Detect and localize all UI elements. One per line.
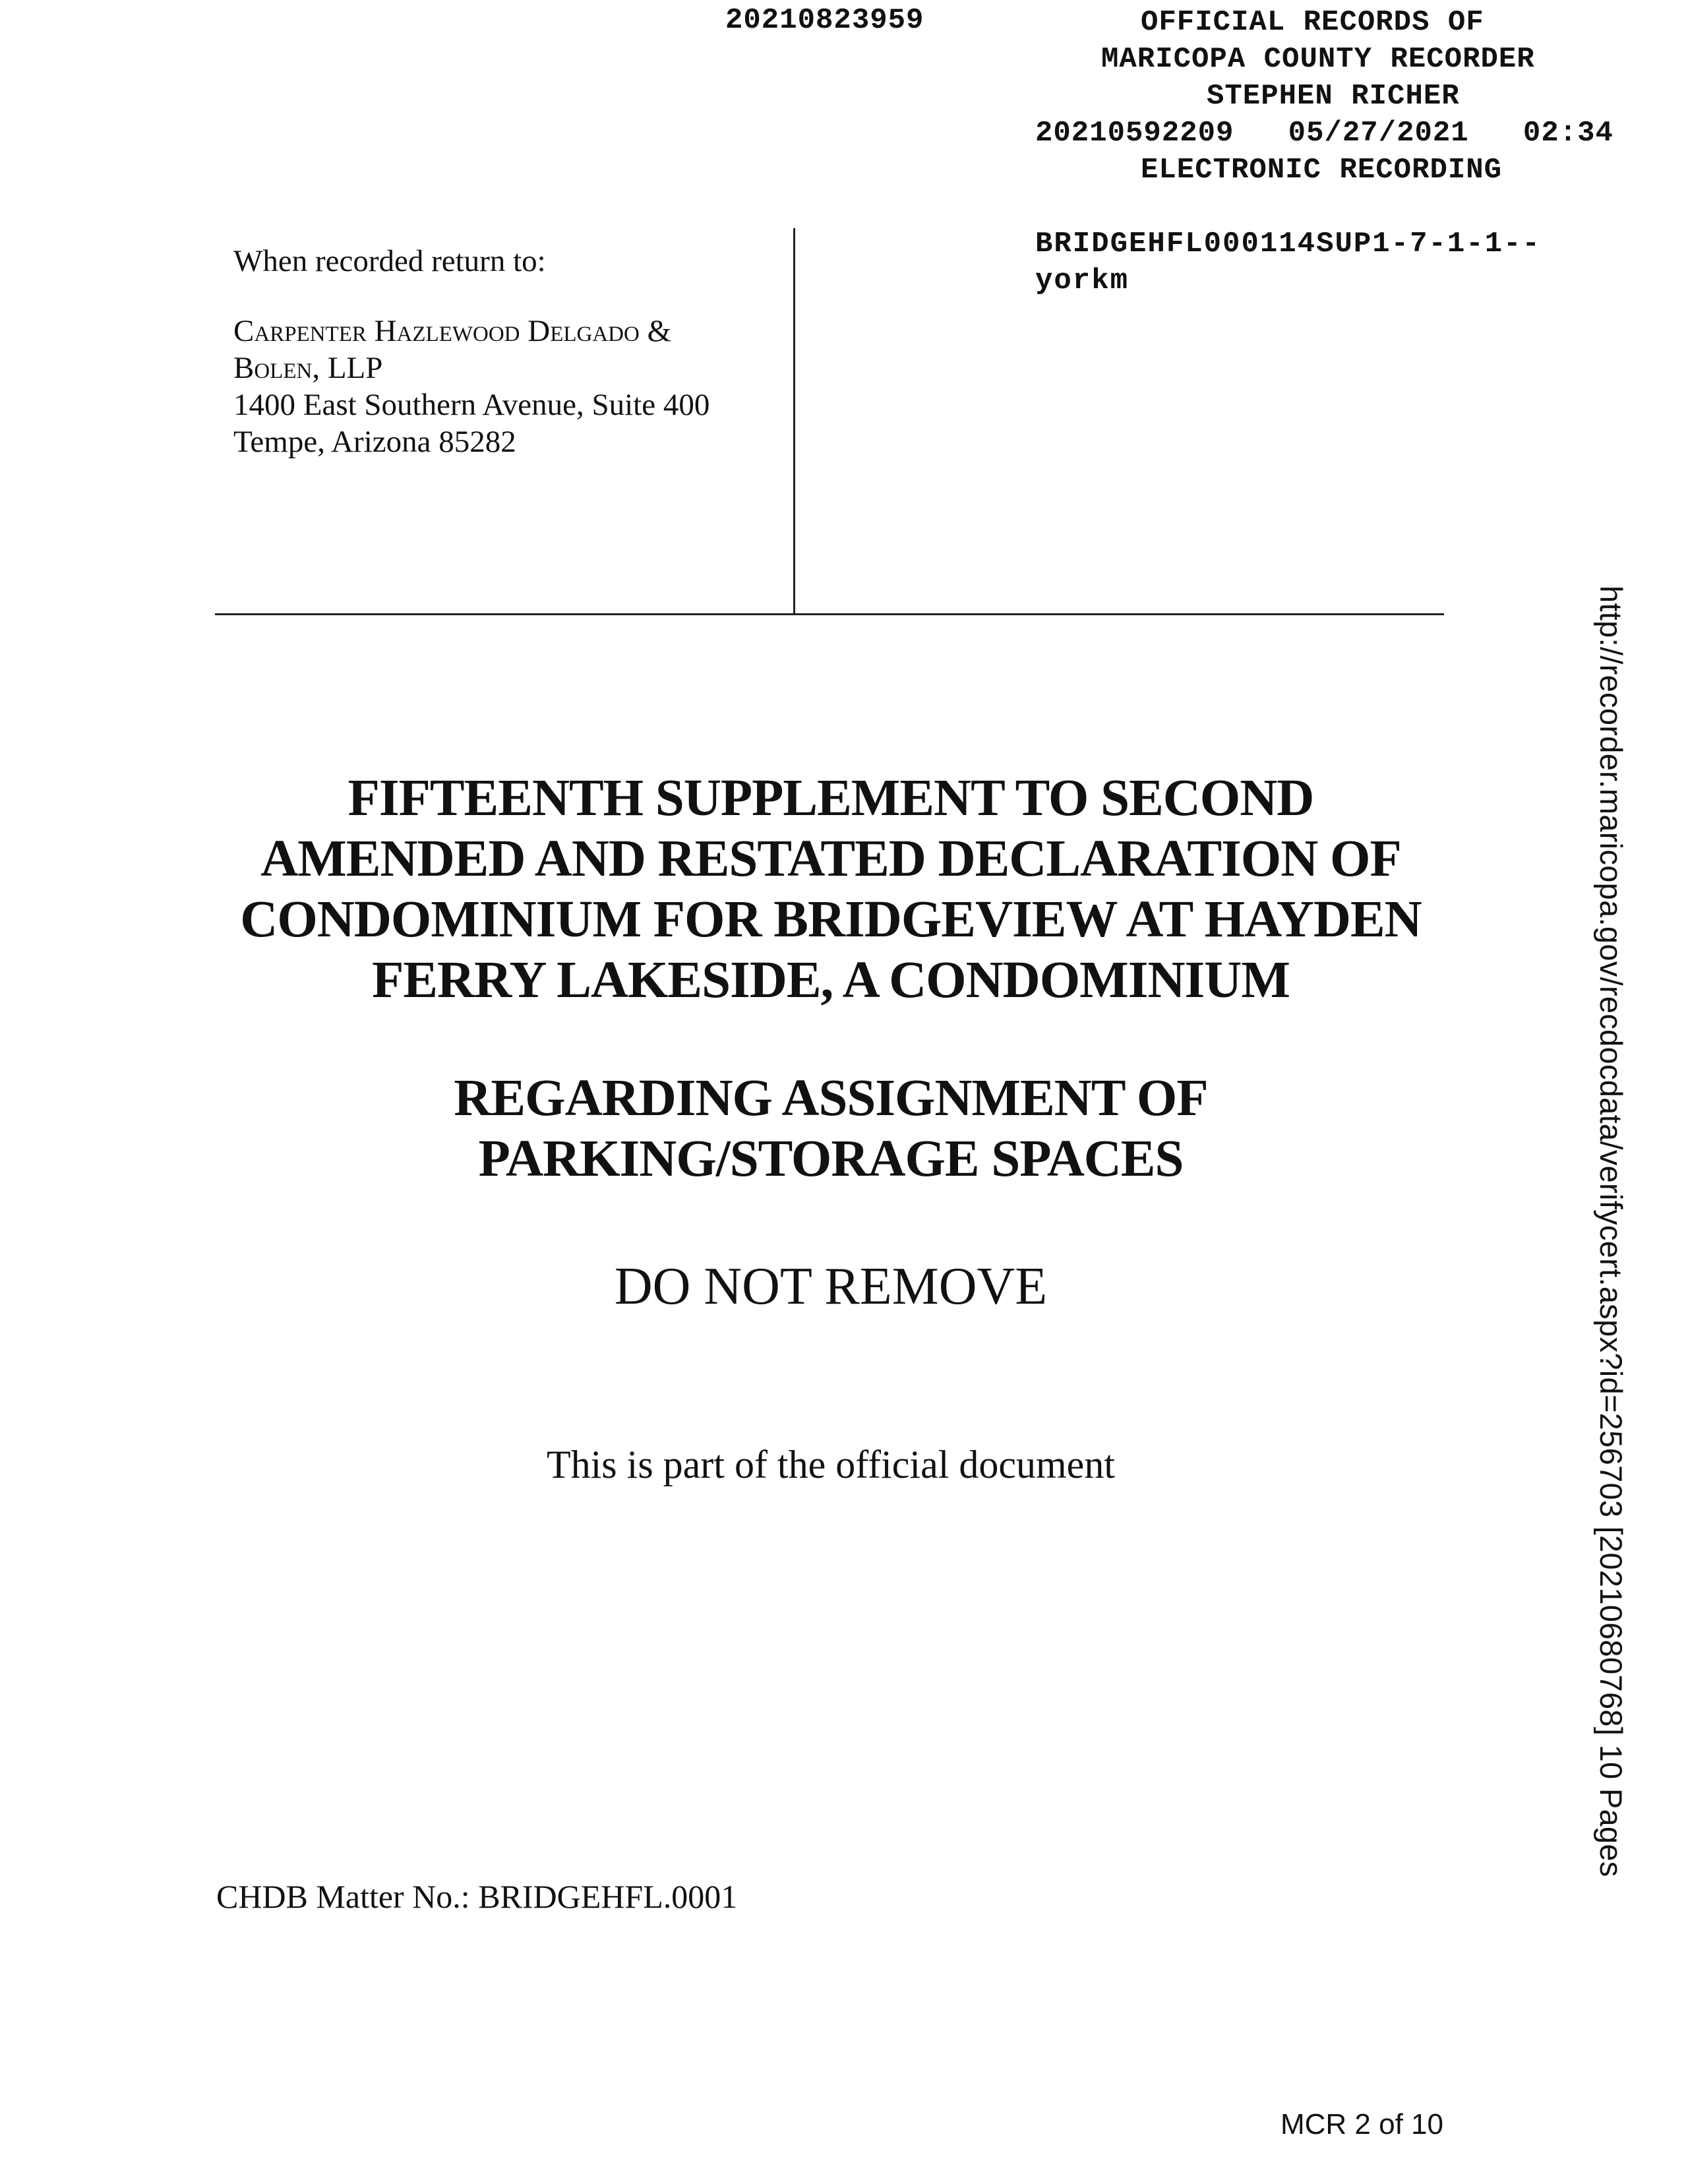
- matter-number: CHDB Matter No.: BRIDGEHFL.0001: [216, 1878, 738, 1915]
- recorder-line-recording-type: ELECTRONIC RECORDING: [1141, 154, 1503, 187]
- title-line: FIFTEENTH SUPPLEMENT TO SECOND: [347, 770, 1314, 827]
- header-vertical-divider: [793, 228, 795, 615]
- page-counter: MCR 2 of 10: [1281, 2108, 1443, 2140]
- address-line2: Tempe, Arizona 85282: [233, 425, 516, 459]
- title-line: FERRY LAKESIDE, A CONDOMINIUM: [372, 952, 1290, 1009]
- title-line: CONDOMINIUM FOR BRIDGEVIEW AT HAYDEN: [240, 891, 1422, 948]
- recorder-line-fee-date-time: 20210592209 05/27/2021 02:34: [1035, 117, 1613, 150]
- firm-name-line1: Carpenter Hazlewood Delgado &: [233, 314, 672, 348]
- document-number: 20210823959: [725, 4, 924, 37]
- recorder-line-county: MARICOPA COUNTY RECORDER: [1101, 43, 1535, 76]
- firm-name-line2: Bolen, LLP: [233, 351, 383, 385]
- document-title: [0, 768, 1662, 1011]
- address-line1: 1400 East Southern Avenue, Suite 400: [233, 388, 710, 422]
- tracking-code: BRIDGEHFL000114SUP1-7-1-1--: [1035, 228, 1541, 260]
- return-to-block: [233, 243, 781, 460]
- tracking-block: [1035, 226, 1541, 299]
- return-to-label: When recorded return to:: [233, 244, 546, 278]
- subtitle-line: PARKING/STORAGE SPACES: [478, 1130, 1184, 1188]
- document-subtitle: [0, 1068, 1662, 1190]
- tracking-user: yorkm: [1035, 264, 1130, 297]
- recorder-line-official-records: OFFICIAL RECORDS OF: [1141, 6, 1484, 39]
- verification-url[interactable]: http://recorder.maricopa.gov/recdocdata/verifycert.aspx?id=256703 [20210680768] 10 Pages: [1594, 586, 1629, 1877]
- official-document-note: This is part of the official document: [546, 1443, 1115, 1486]
- subtitle-line: REGARDING ASSIGNMENT OF: [454, 1070, 1208, 1127]
- recorder-stamp: [1015, 4, 1675, 189]
- recorder-line-recorder-name: STEPHEN RICHER: [1207, 80, 1460, 113]
- do-not-remove-notice: DO NOT REMOVE: [614, 1258, 1048, 1316]
- header-horizontal-rule: [215, 613, 1444, 615]
- title-line: AMENDED AND RESTATED DECLARATION OF: [260, 830, 1401, 888]
